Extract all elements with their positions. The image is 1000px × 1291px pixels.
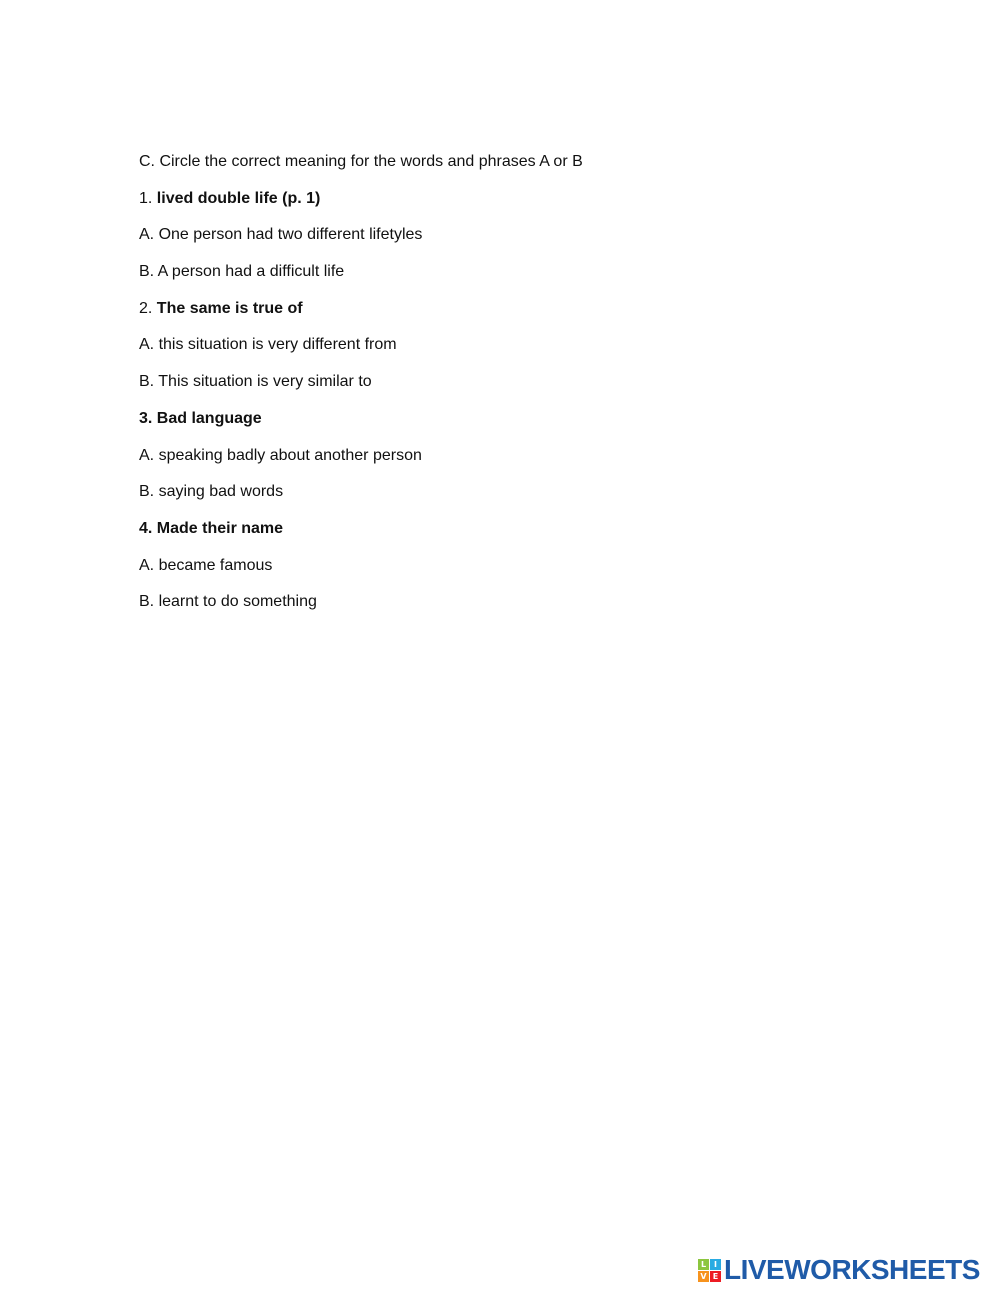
logo-block-e: E: [710, 1271, 721, 1282]
question-term: The same is true of: [156, 299, 303, 317]
question-term: lived double life (p. 1): [156, 189, 321, 207]
worksheet: [139, 151, 899, 628]
question-number: 2.: [139, 299, 157, 317]
option-4a[interactable]: A. became famous: [139, 556, 273, 574]
option-3b[interactable]: B. saying bad words: [139, 483, 284, 501]
option-4b[interactable]: B. learnt to do something: [139, 593, 317, 611]
liveworksheets-logo: [698, 1255, 980, 1285]
instruction-text: C. Circle the correct meaning for the words and phrases A or B: [139, 153, 583, 170]
option-2a[interactable]: A. this situation is very different from: [139, 336, 397, 354]
option-1a[interactable]: A. One person had two different lifetyles: [139, 226, 423, 244]
question-term: 4. Made their name: [139, 519, 284, 537]
question-2: [139, 298, 899, 320]
logo-block-i: I: [710, 1259, 721, 1270]
question-term: 3. Bad language: [139, 409, 262, 427]
question-number: 1.: [139, 189, 157, 207]
question-3: [139, 408, 899, 430]
option-3a[interactable]: A. speaking badly about another person: [139, 446, 422, 464]
option-2b[interactable]: B. This situation is very similar to: [139, 373, 372, 391]
live-blocks-icon: [698, 1259, 721, 1282]
logo-text: LIVEWORKSHEETS: [724, 1254, 980, 1285]
logo-block-v: V: [698, 1271, 709, 1282]
option-1b[interactable]: B. A person had a difficult life: [139, 263, 345, 281]
logo-block-l: L: [698, 1259, 709, 1270]
question-4: [139, 518, 899, 540]
question-1: [139, 188, 899, 210]
